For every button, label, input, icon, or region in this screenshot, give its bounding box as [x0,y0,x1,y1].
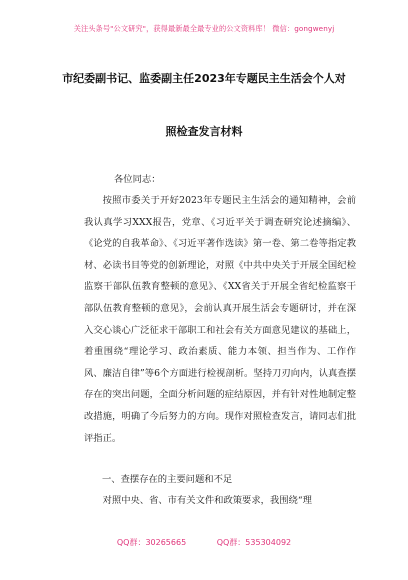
salutation: 各位同志： [114,174,161,185]
header-banner: 关注头条号"公文研究"，获得最新最全最专业的公文资料库！ 微信：gongwenyj [73,24,335,33]
document-title-line-1: 市纪委副书记、监委副主任2023年专题民主生活会个人对 [62,72,346,85]
body-paragraph-2: 对照中央、省、市有关文件和政策要求，我围绕“理 [102,495,312,506]
footer-qq-group-2: QQ群：535304092 [216,538,292,547]
document-title-line-2: 照检查发言材料 [165,125,243,138]
footer-qq-group-1: QQ群：30265665 [116,538,187,547]
footer-contact [0,537,408,548]
section-heading-1: 一、查摆存在的主要问题和不足 [102,474,233,485]
body-paragraph-1: 按照市委关于开好2023年专题民主生活会的通知精神，会前我认真学习XXX报告，党章、《习近平关于调查研究论述摘编》、《论党的自我革命》、《习近平著作选读》第一卷、第二卷等指定教材、必读书目等党的创新理论，对照《中共中央关于开展全国纪检监察干部队伍教育整顿的意见》、《XX省关于开展全省纪检监察干部队伍教育整顿的意见》，会前认真开展生活会专题研讨，并在深入交心谈心广泛征求干部职工和社会有关方面意见建议的基础上，着重围绕“理论学习、政治素质、能力本领、担当作为、工作作风、廉洁自律”等6个方面进行检视剖析。坚持刀刃向内，认真查摆存在的突出问题，全面分析问题的症结原因，并有针对性地制定整改措施，明确了今后努力的方向。现作对照检查发言，请同志们批评指正。 [84,195,356,444]
